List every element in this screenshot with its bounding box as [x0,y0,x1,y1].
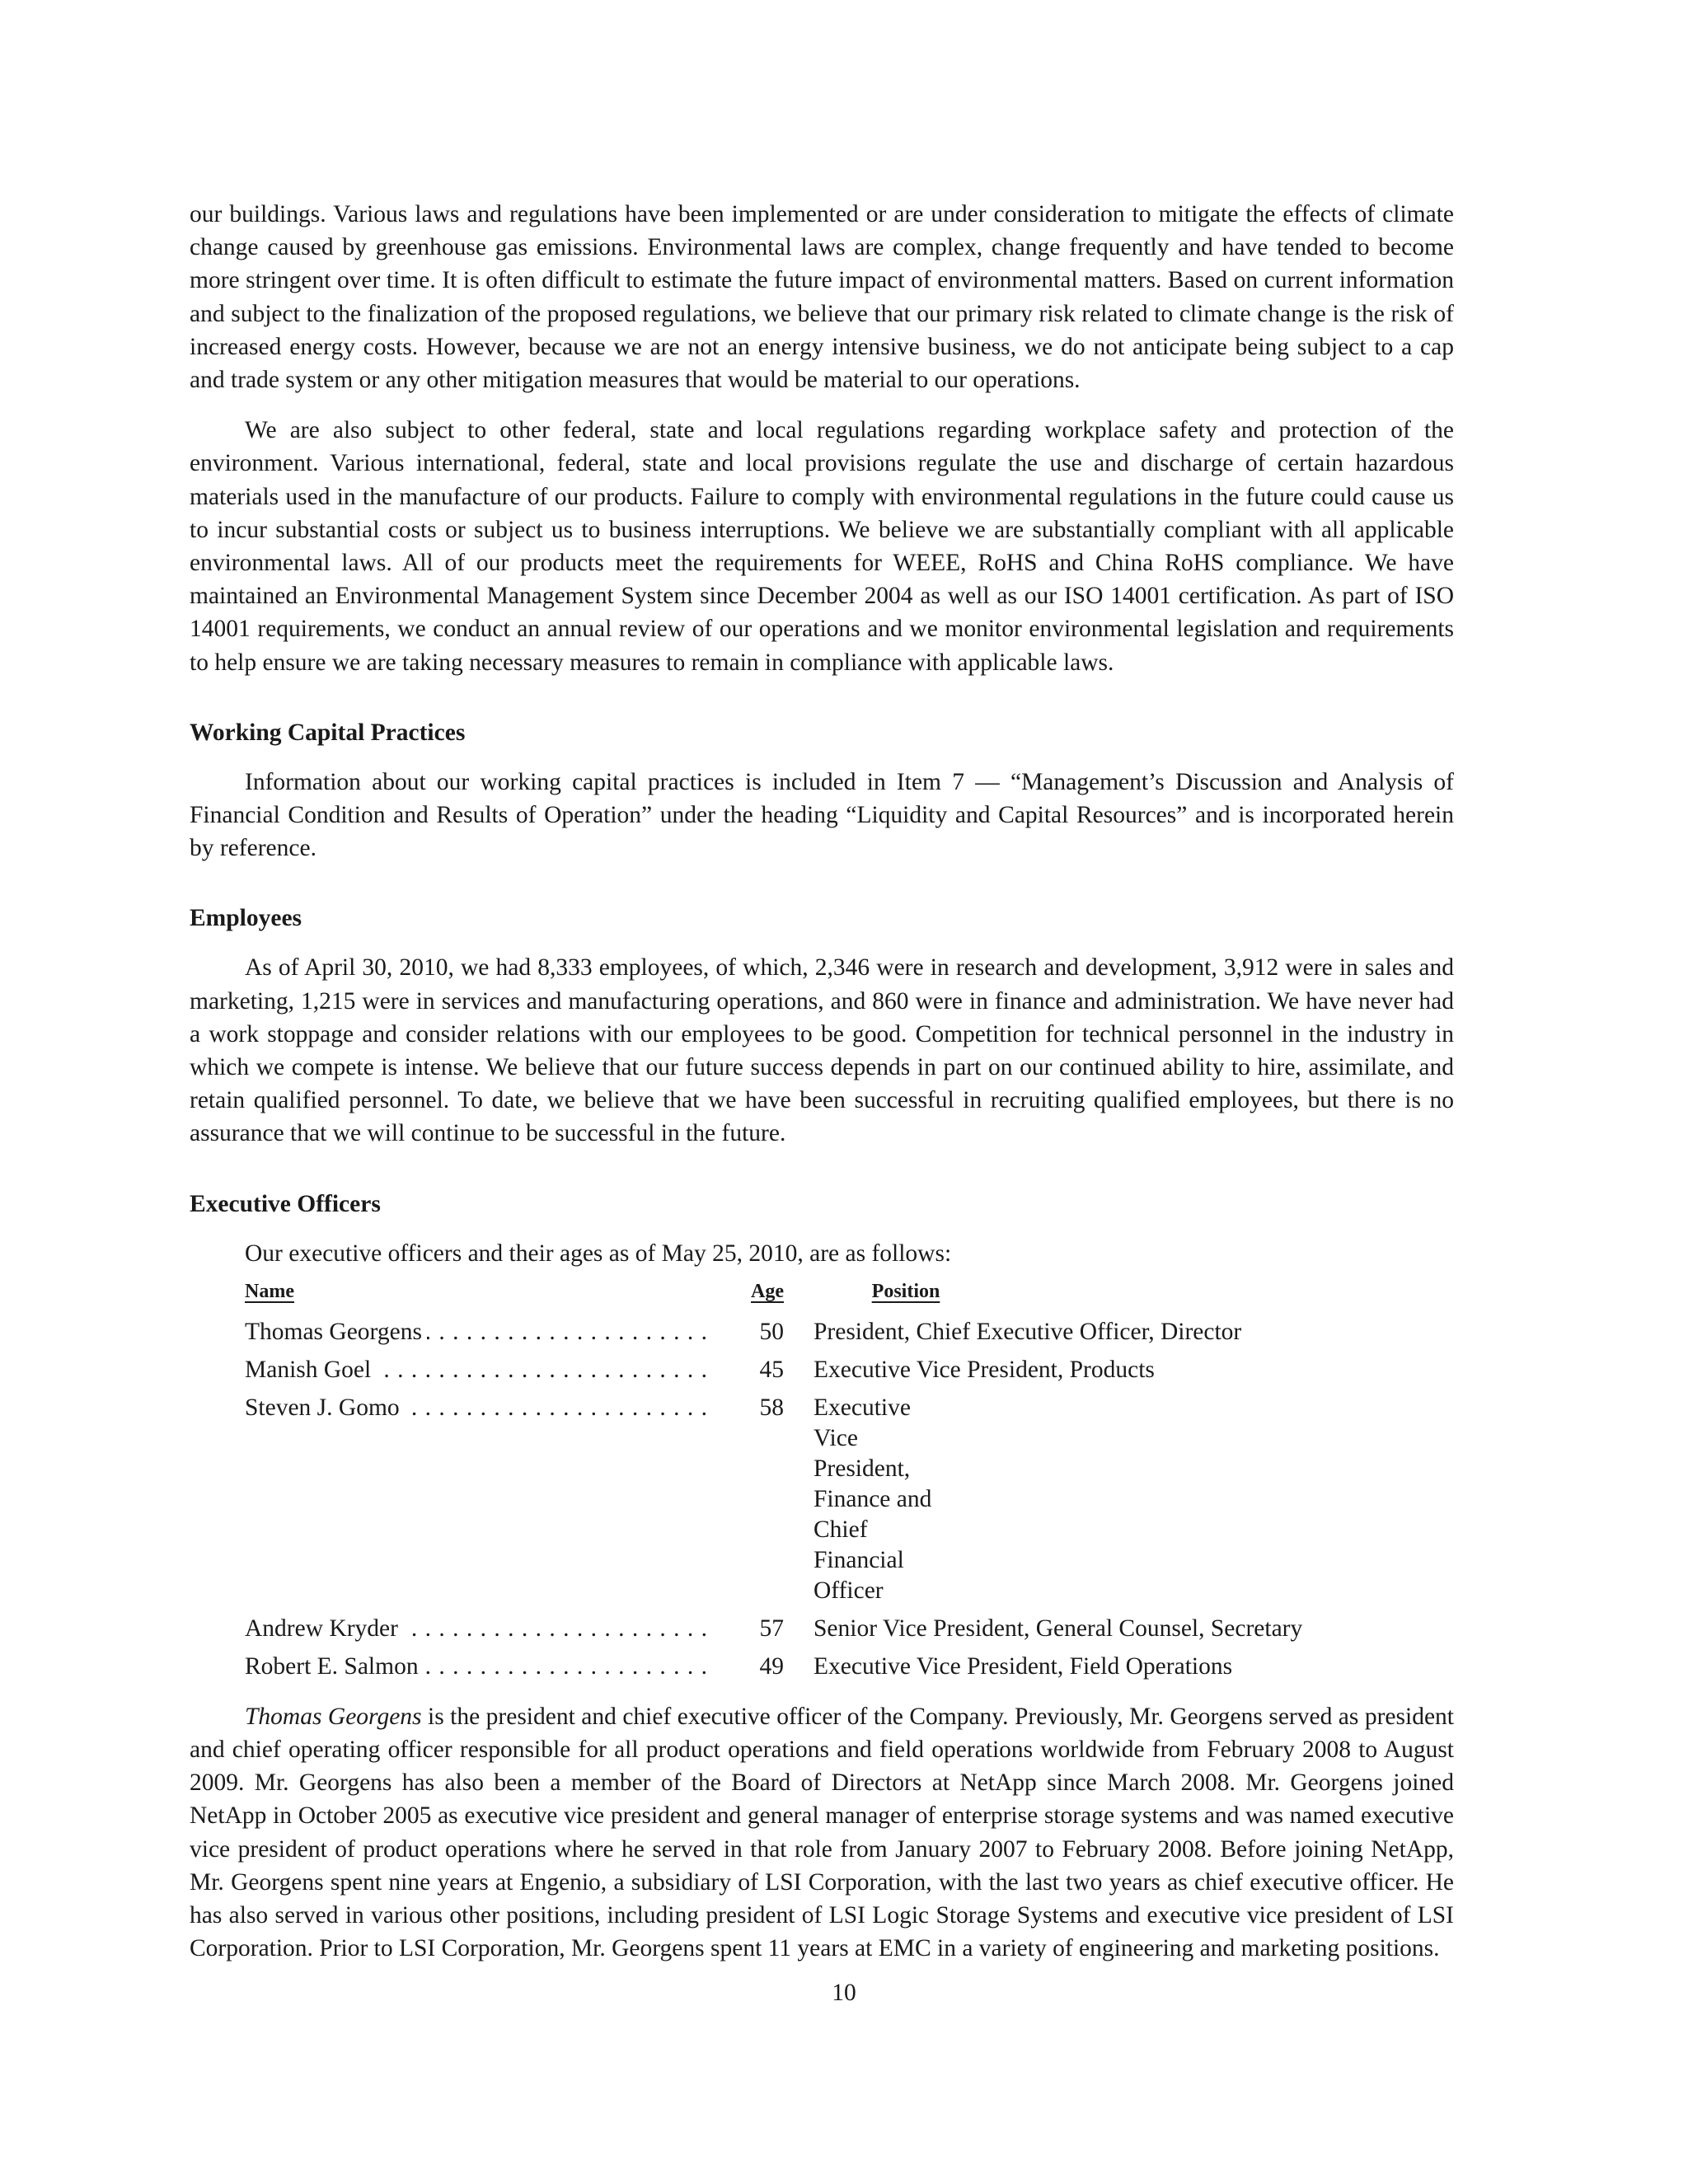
officer-position: President, Chief Executive Officer, Director [814,1318,1242,1345]
table-header [245,1275,1399,1310]
officer-age: 50 [759,1318,784,1345]
executive-officers-table [245,1275,1399,1700]
paragraph-regulations: We are also subject to other federal, state and local regulations regarding workplace safety and protection of the environment. Various international, federal, state and local provisions regulate the use and discharge of certain hazardous materials used in the manufacture of our products. Failure to comply with environmental regulations in the future could cause us to incur substantial costs or subject us to business interruptions. We believe we are substantially compliant with all applicable environmental laws. All of our products meet the requirements for WEEE, RoHS and China RoHS compliance. We have maintained an Environmental Management System since December 2004 as well as our ISO 14001 certification. As part of ISO 14001 requirements, we conduct an annual review of our operations and we monitor environmental legislation and requirements to help ensure we are taking necessary measures to remain in compliance with applicable laws. [190,417,1454,676]
paragraph-georgens-bio [190,1700,1454,1966]
column-header-name: Name [245,1281,294,1303]
bio-name: Thomas Georgens [245,1703,422,1730]
column-header-position: Position [871,1281,940,1303]
heading-employees: Employees [190,905,302,932]
officer-age: 45 [759,1356,784,1383]
heading-executive-officers: Executive Officers [190,1190,381,1217]
paragraph-working-capital: Information about our working capital practices is included in Item 7 — “Management’s Discussion and Analysis of Financial Condition and Results of Operation” under the heading “Liquidity and Capital Resources” and is incorporated herein by reference. [190,768,1454,862]
officer-position: Executive Vice President, Field Operations [814,1652,1233,1680]
column-header-age: Age [751,1281,784,1303]
officer-age: 57 [759,1615,784,1642]
officer-name: Steven J. Gomo [245,1394,405,1421]
officer-name: Manish Goel [245,1357,376,1383]
table-row [245,1393,1399,1606]
heading-working-capital: Working Capital Practices [190,719,466,746]
officer-name: Thomas Georgens [245,1319,427,1345]
officer-position: Executive Vice President, Products [814,1356,1155,1383]
page-number: 10 [832,1980,856,2006]
bio-text: is the president and chief executive officer of the Company. Previously, Mr. Georgens served as president and chief operating officer responsible for all product operations and field operations worldwide from February 2008 to August 2009. Mr. Georgens has also been a member of the Board of Directors at NetApp since March 2008. Mr. Georgens joined NetApp in October 2005 as executive vice president and general manager of enterprise storage systems and was named executive vice president of product operations where he served in that role from January 2007 to February 2008. Before joining NetApp, Mr. Georgens spent nine years at Engenio, a subsidiary of LSI Corporation, with the last two years as chief executive officer. He has also served in various other positions, including president of LSI Logic Storage Systems and executive vice president of LSI Corporation. Prior to LSI Corporation, Mr. Georgens spent 11 years at EMC in a variety of engineering and marketing positions. [190,1703,1454,1962]
paragraph-executive-intro: Our executive officers and their ages as of May 25, 2010, are as follows: [245,1240,952,1267]
officer-name: Robert E. Salmon [245,1653,424,1680]
officer-position: Senior Vice President, General Counsel, Secretary [814,1615,1303,1642]
officer-name: Andrew Kryder [245,1615,403,1642]
table-row [245,1652,1399,1682]
table-row [245,1355,1399,1385]
table-row [245,1614,1399,1644]
officer-age: 58 [759,1394,784,1421]
officer-age: 49 [759,1652,784,1680]
table-row [245,1317,1399,1347]
paragraph-employees: As of April 30, 2010, we had 8,333 employees, of which, 2,346 were in research and development, 3,912 were in sales and marketing, 1,215 were in services and manufacturing operations, and 860 were in finance and administration. We have never had a work stoppage and consider relations with our employees to be good. Competition for technical personnel in the industry in which we compete is intense. We believe that our future success depends in part on our continued ability to hire, assimilate, and retain qualified personnel. To date, we believe that we have been successful in recruiting qualified employees, but there is no assurance that we will continue to be successful in the future. [190,954,1454,1147]
document-page [190,198,1454,1966]
paragraph-climate: our buildings. Various laws and regulations have been implemented or are under consideration to mitigate the effects of climate change caused by greenhouse gas emissions. Environmental laws are complex, change frequently and have tended to become more stringent over time. It is often difficult to estimate the future impact of environmental matters. Based on current information and subject to the finalization of the proposed regulations, we believe that our primary risk related to climate change is the risk of increased energy costs. However, because we are not an energy intensive business, we do not anticipate being subject to a cap and trade system or any other mitigation measures that would be material to our operations. [190,201,1454,394]
officer-position: Executive Vice President, Finance and Chief Financial Officer [814,1394,932,1604]
